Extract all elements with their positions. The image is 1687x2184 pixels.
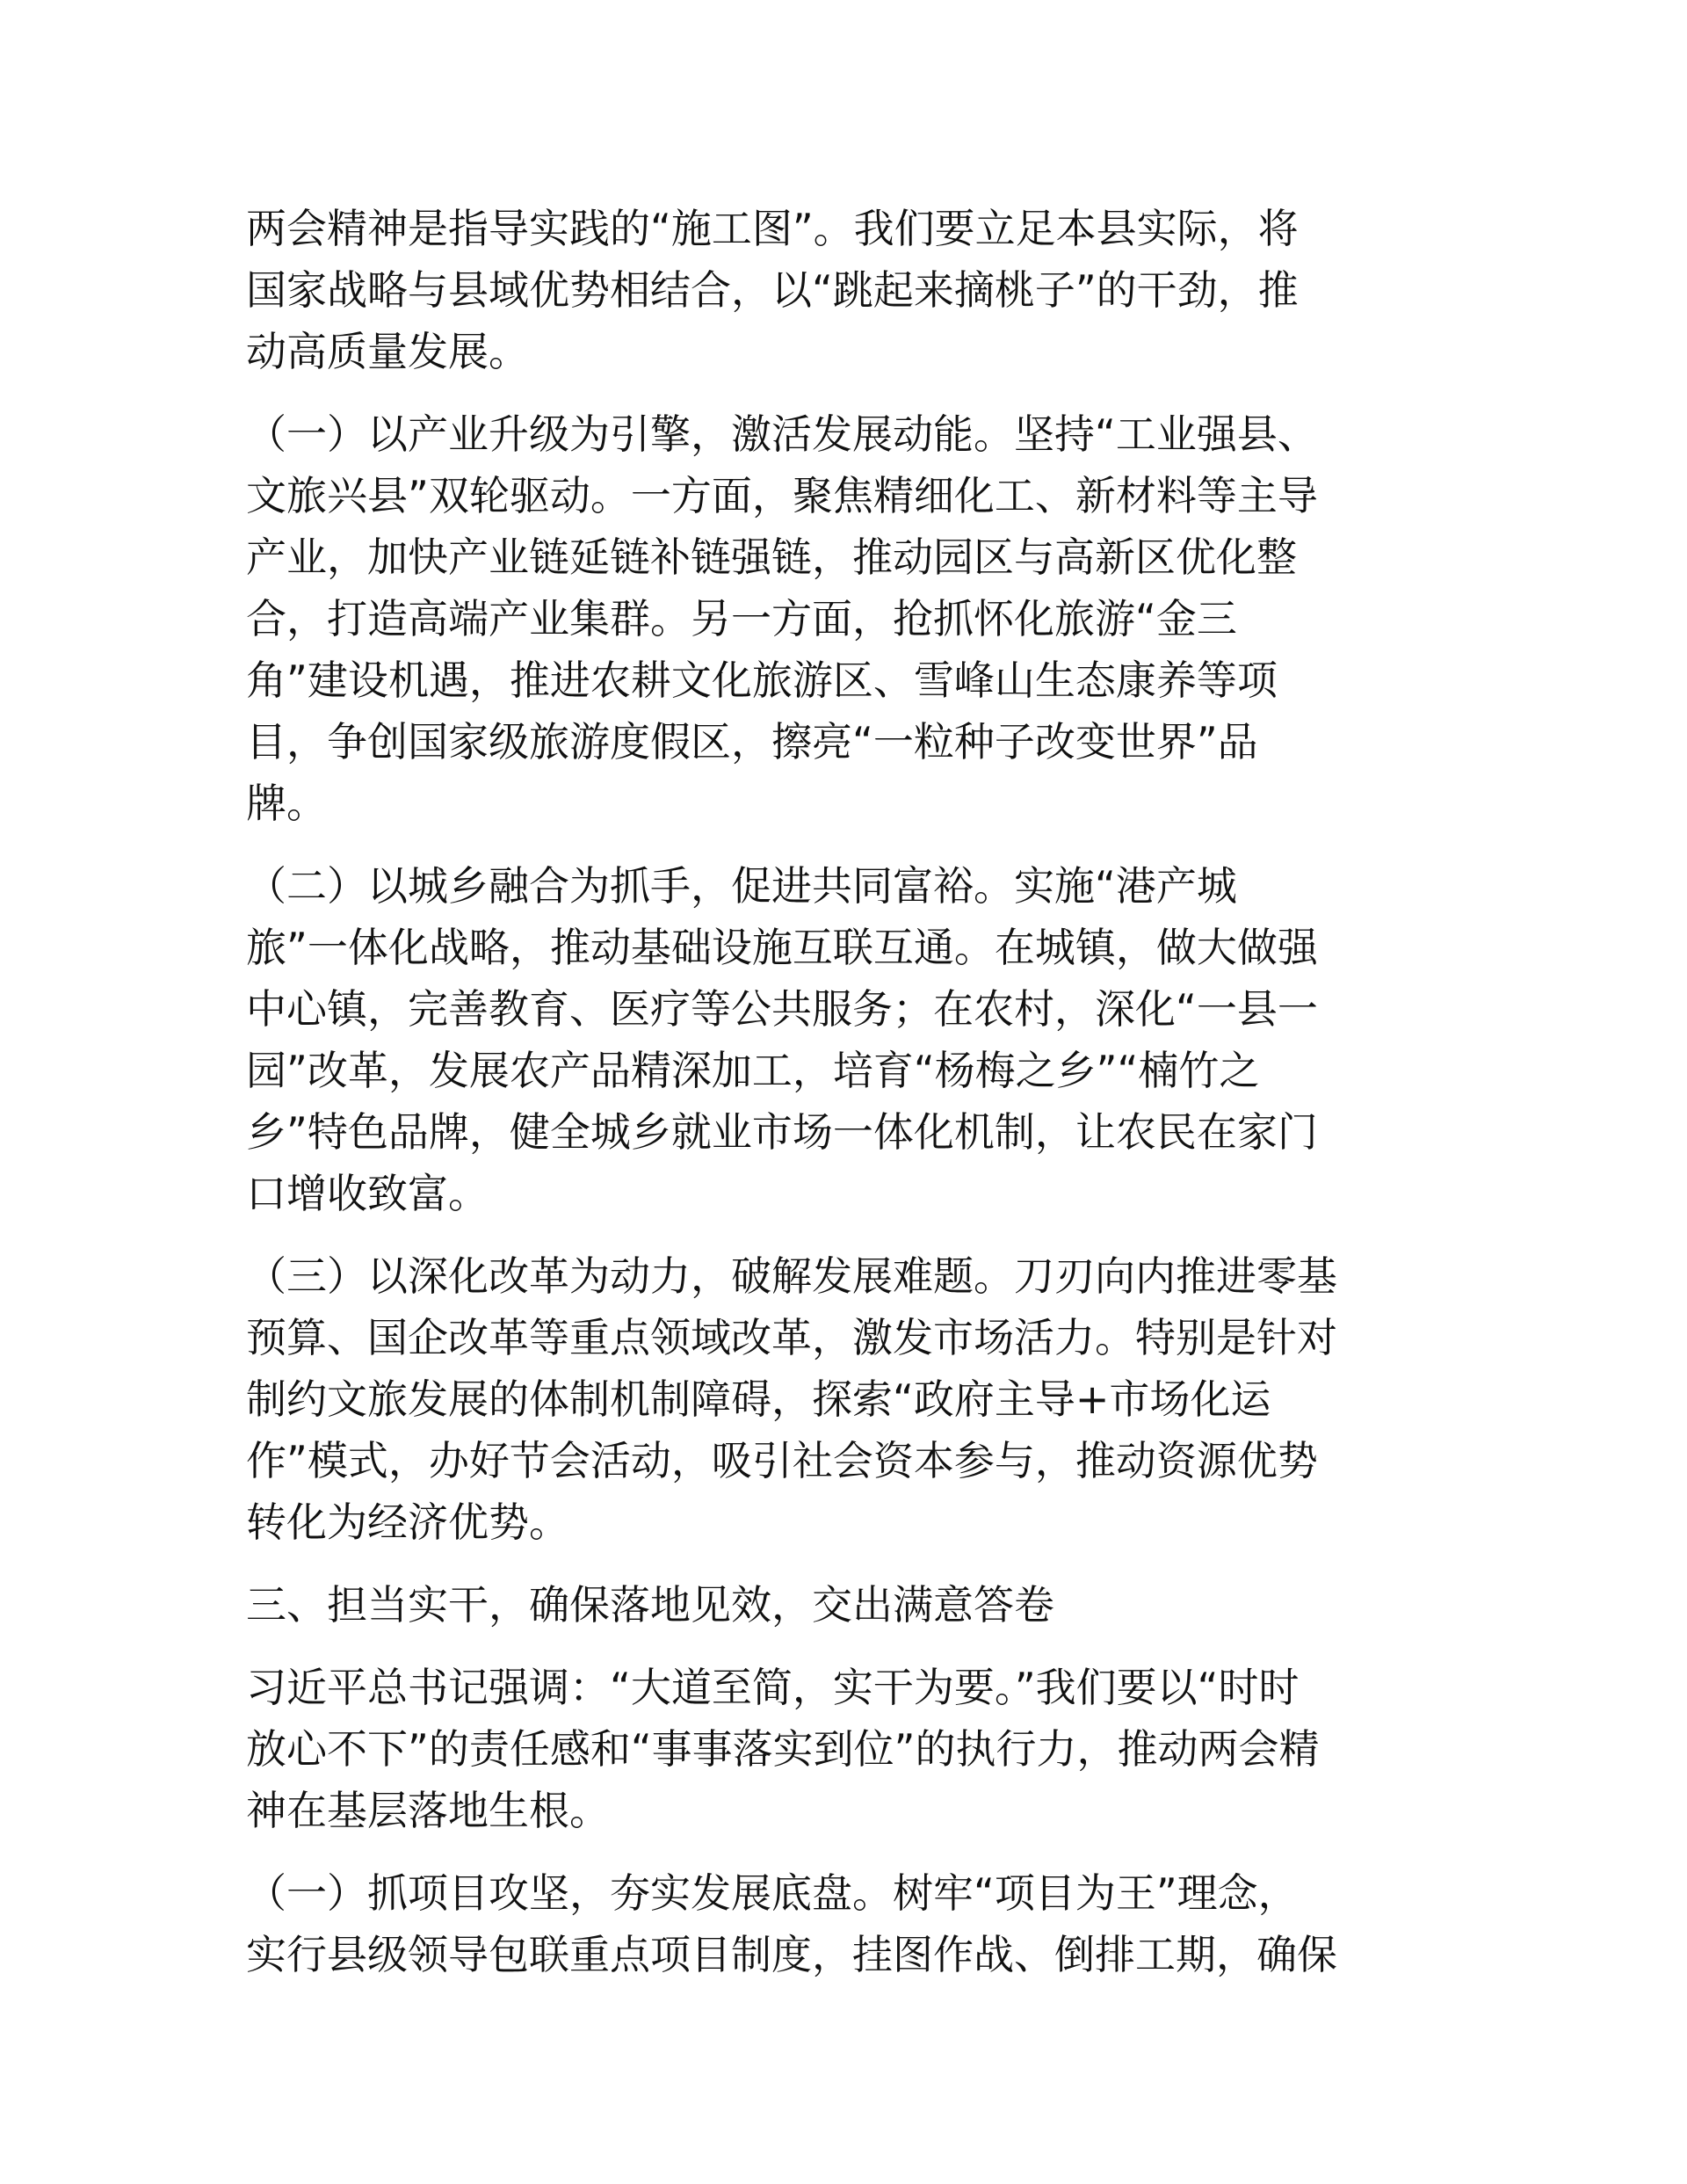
text-line: 合，打造高端产业集群。另一方面，抢抓怀化旅游“金三	[246, 595, 1237, 642]
text-line: 目，争创国家级旅游度假区，擦亮“一粒种子改变世界”品	[246, 718, 1258, 765]
paragraph-quote	[246, 1657, 1459, 1841]
paragraph-intro	[246, 198, 1459, 382]
text-line: （一）以产业升级为引擎，激活发展动能。坚持“工业强县、	[246, 410, 1318, 458]
paragraph-projects	[246, 1862, 1459, 1985]
text-line: 口增收致富。	[246, 1170, 489, 1217]
text-line: 制约文旅发展的体制机制障碍，探索“政府主导+市场化运	[246, 1375, 1271, 1423]
text-line: 预算、国企改革等重点领域改革，激发市场活力。特别是针对	[246, 1314, 1337, 1361]
heading-line: 三、担当实干，确保落地见效，交出满意答卷	[246, 1581, 1054, 1629]
text-line: 角”建设机遇，推进农耕文化旅游区、雪峰山生态康养等项	[246, 657, 1278, 704]
text-line: 两会精神是指导实践的“施工图”。我们要立足本县实际，将	[246, 205, 1299, 252]
text-line: （二）以城乡融合为抓手，促进共同富裕。实施“港产城	[246, 862, 1237, 910]
text-line: 实行县级领导包联重点项目制度，挂图作战、倒排工期，确保	[246, 1931, 1337, 1978]
text-line: 作”模式，办好节会活动，吸引社会资本参与，推动资源优势	[246, 1437, 1318, 1484]
text-line: 文旅兴县”双轮驱动。一方面，聚焦精细化工、新材料等主导	[246, 472, 1318, 519]
text-line: 神在基层落地生根。	[246, 1787, 610, 1834]
text-line: 产业，加快产业链延链补链强链，推动园区与高新区优化整	[246, 533, 1297, 581]
text-line: 乡”特色品牌，健全城乡就业市场一体化机制，让农民在家门	[246, 1108, 1318, 1156]
text-line: 中心镇，完善教育、医疗等公共服务；在农村，深化“一县一	[246, 985, 1318, 1033]
text-line: 放心不下”的责任感和“事事落实到位”的执行力，推动两会精	[246, 1725, 1320, 1773]
text-line: 牌。	[246, 780, 327, 827]
section-heading	[246, 1574, 1459, 1636]
text-line: 旅”一体化战略，推动基础设施互联互通。在城镇，做大做强	[246, 924, 1318, 971]
text-line: 国家战略与县域优势相结合，以“跳起来摘桃子”的干劲，推	[246, 266, 1299, 314]
document-page	[246, 198, 1459, 2006]
text-line: 转化为经济优势。	[246, 1498, 569, 1546]
text-line: （三）以深化改革为动力，破解发展难题。刀刃向内推进零基	[246, 1252, 1337, 1300]
paragraph-industry-upgrade	[246, 403, 1459, 834]
text-line: （一）抓项目攻坚，夯实发展底盘。树牢“项目为王”理念，	[246, 1869, 1299, 1917]
text-line: 园”改革，发展农产品精深加工，培育“杨梅之乡”“楠竹之	[246, 1047, 1260, 1094]
paragraph-reform	[246, 1245, 1459, 1553]
text-line: 习近平总书记强调：“大道至简，实干为要。”我们要以“时时	[246, 1664, 1300, 1711]
text-line: 动高质量发展。	[246, 328, 529, 375]
paragraph-urban-rural	[246, 855, 1459, 1224]
